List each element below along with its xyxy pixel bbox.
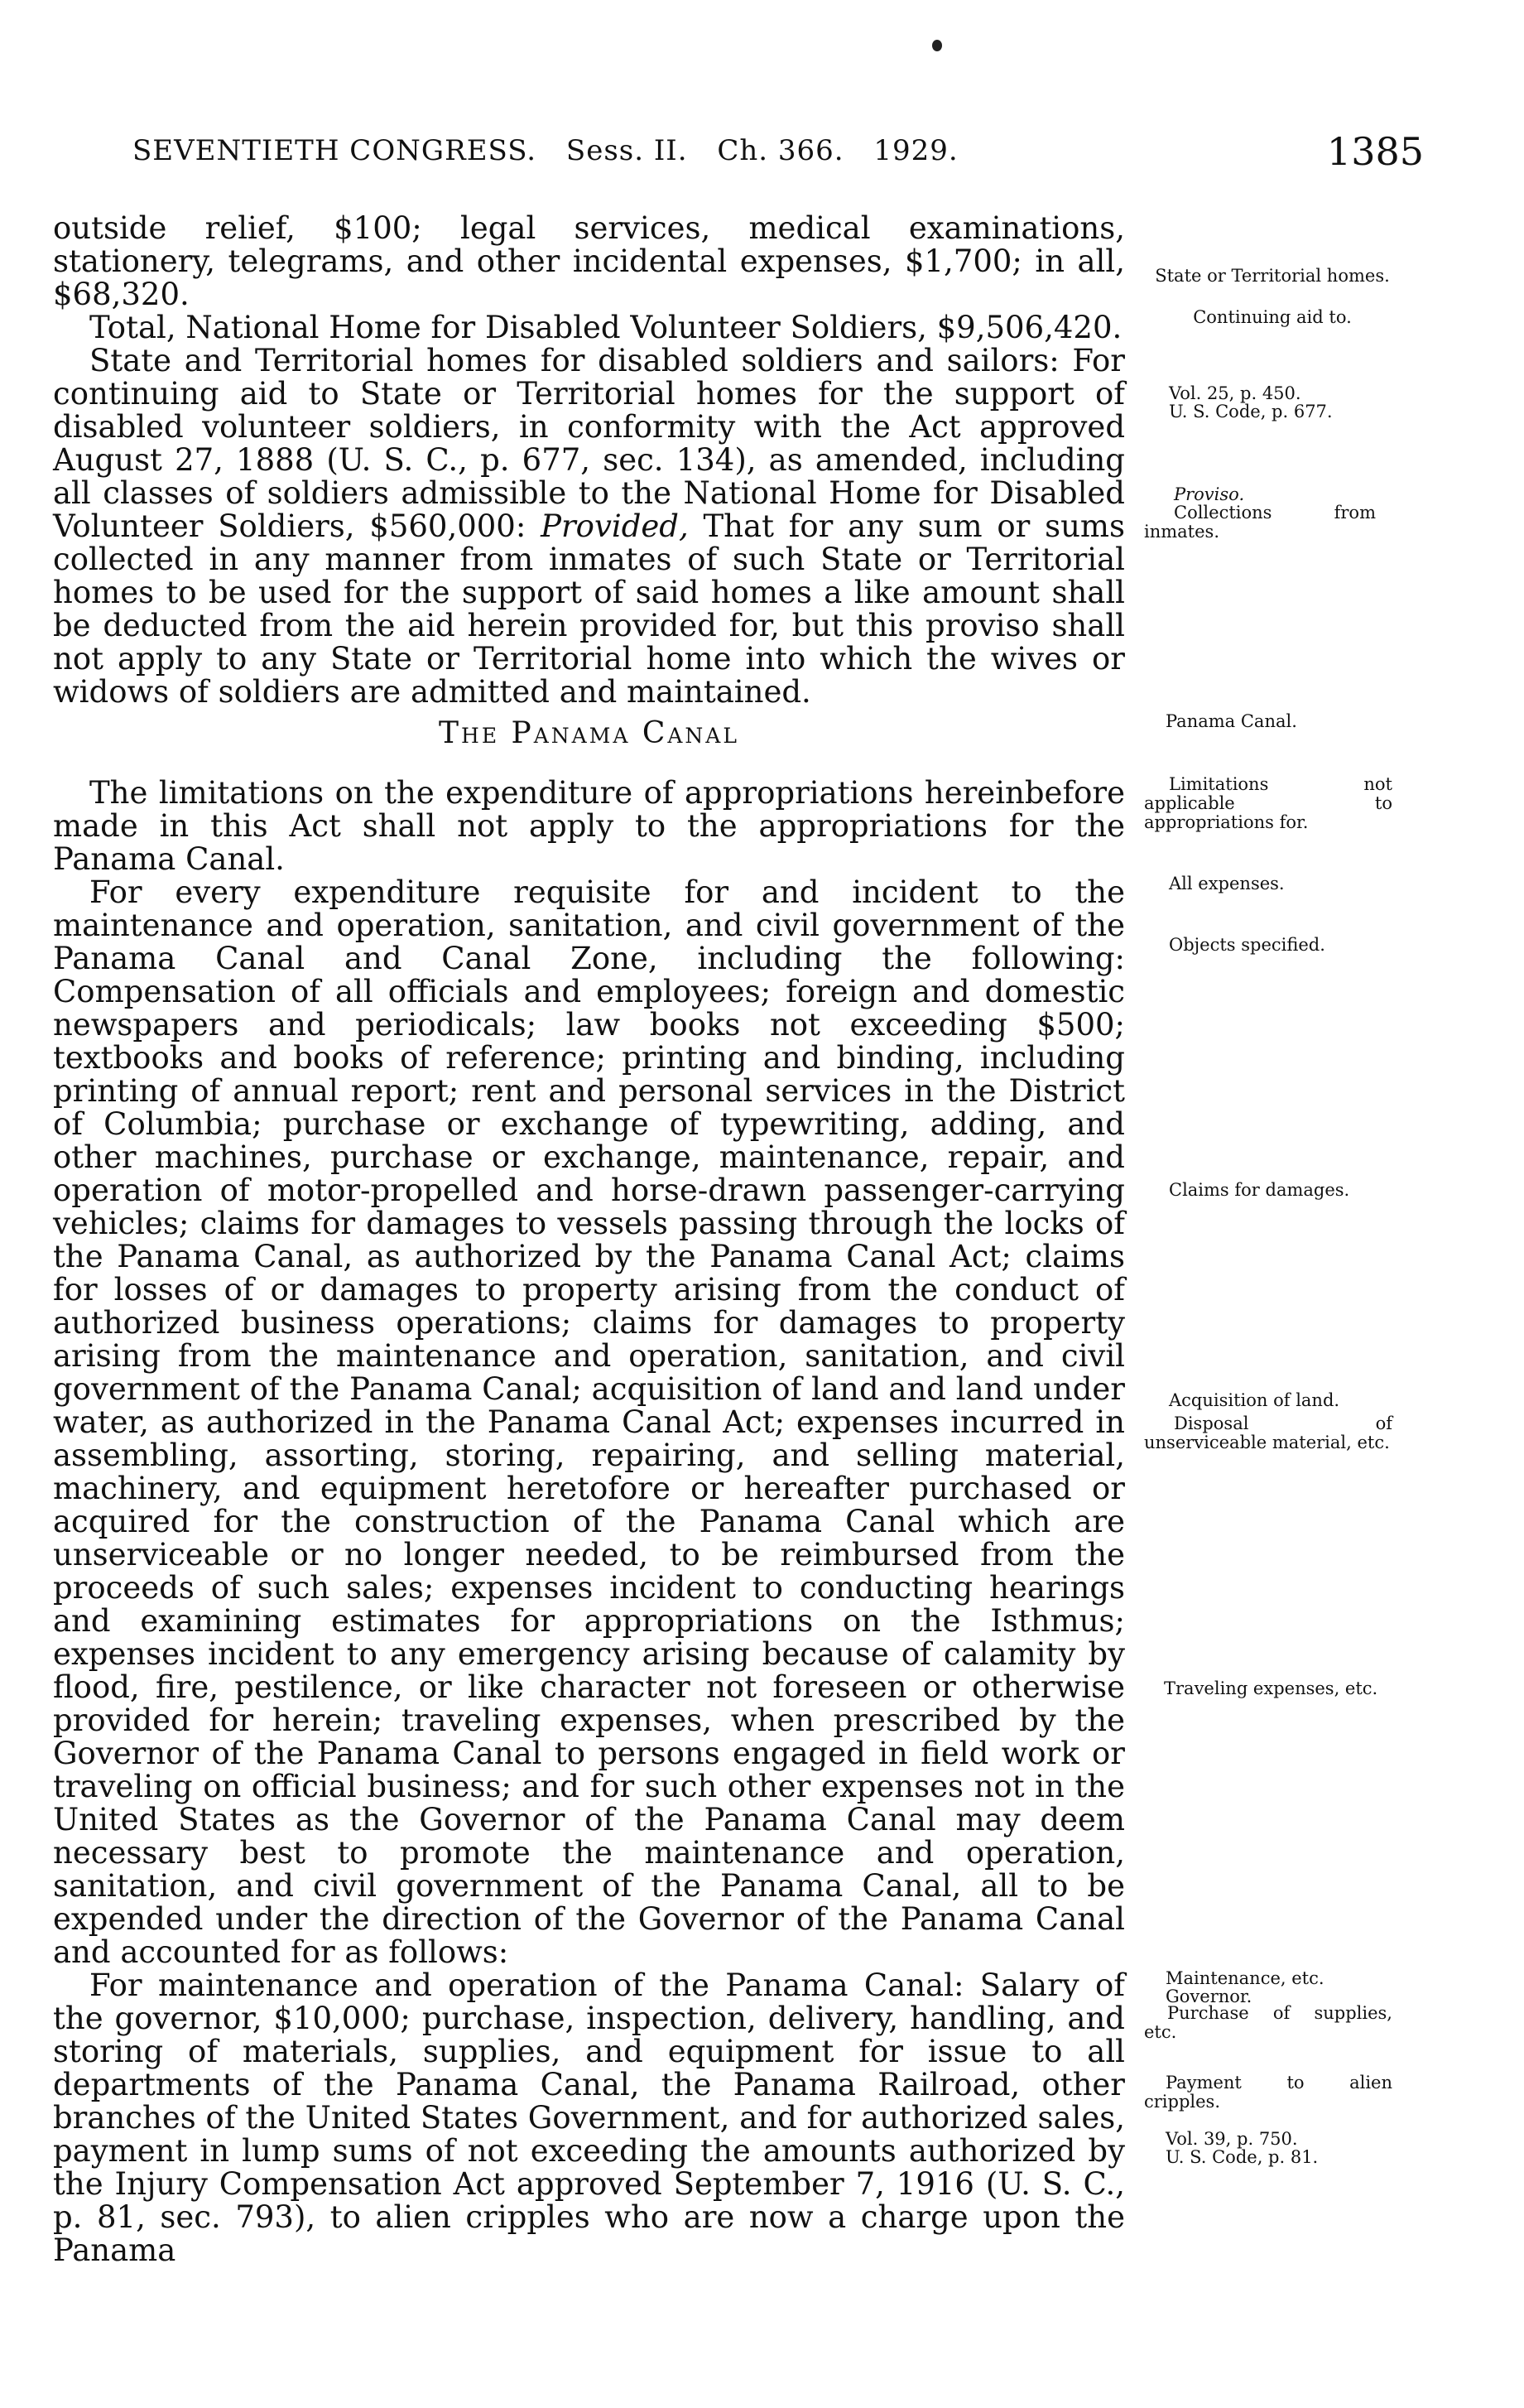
margin-usc81: U. S. Code, p. 81. xyxy=(1166,2147,1319,2167)
paragraph-total: Total, National Home for Disabled Volunteer Soldiers, $9,506,420. xyxy=(89,310,1123,345)
section-heading-block xyxy=(53,717,1125,750)
margin-purchase-supplies: Purchase of supplies, etc. xyxy=(1144,2003,1392,2042)
margin-disposal: Disposal of unserviceable material, etc. xyxy=(1144,1413,1392,1452)
text-block-1 xyxy=(53,212,1125,709)
text-block-2 xyxy=(53,777,1125,2267)
margin-vol39: Vol. 39, p. 750. xyxy=(1166,2129,1298,2149)
margin-payment-alien: Payment to alien cripples. xyxy=(1144,2073,1392,2112)
margin-maintenance: Maintenance, etc. xyxy=(1166,1968,1324,1988)
margin-traveling: Traveling expenses, etc. xyxy=(1164,1678,1378,1698)
margin-limitations: Limitations not applicable to appropriations for. xyxy=(1144,774,1392,832)
congress-title: SEVENTIETH CONGRESS. xyxy=(132,134,537,167)
page-number: 1385 xyxy=(1326,129,1424,174)
margin-proviso: Proviso. xyxy=(1174,484,1245,504)
margin-governor: Governor. xyxy=(1166,1987,1252,2006)
ink-speck xyxy=(932,40,942,51)
margin-proviso-line xyxy=(1174,485,1430,504)
year-label: 1929. xyxy=(873,134,959,167)
margin-objects: Objects specified. xyxy=(1169,935,1325,955)
proviso-text: That for any sum or sums collected in any manner from inmates of such State or Territorial homes to be used for the support of said homes a like amount shall be deducted from the aid herein provided for, but this proviso shall not apply to any State or Territorial home into which the wives or widows of soldiers are admitted and maintained. xyxy=(53,508,1125,710)
paragraph-state-homes xyxy=(53,344,1125,709)
session-label: Sess. II. xyxy=(565,134,688,167)
margin-acquisition: Acquisition of land. xyxy=(1169,1390,1340,1410)
paragraph-every-expenditure: For every expenditure requisite for and incident to the maintenance and operation, sanitation, and civil government of the Panama Canal and Canal Zone, including the following: Compensation of all officials and employees; foreign and domestic newspapers and periodicals; law books not exceeding $500; textbooks and books of reference; printing and binding, including printing of annual report; rent and personal services in the District of Columbia; purchase or exchange of typewriting, adding, and other machines, purchase or exchange, maintenance, repair, and operation of motor-propelled and horse-drawn passenger-carrying vehicles; claims for damages to vessels passing through the locks of the Panama Canal, as authorized by the Panama Canal Act; claims for losses of or damages to property arising from the conduct of authorized business operations; claims for damages to property arising from the maintenance and operation, sanitation, and civil government of the Panama Canal; acquisition of land and land under water, as authorized in the Panama Canal Act; expenses incurred in assembling, assorting, storing, repairing, and selling material, machinery, and equipment heretofore or hereafter purchased or acquired for the construction of the Panama Canal which are unserviceable or no longer needed, to be reimbursed from the proceeds of such sales; expenses incident to conducting hearings and examining estimates for appropriations on the Isthmus; expenses incident to any emergency arising because of calamity by flood, fire, pestilence, or like character not foreseen or otherwise provided for herein; traveling expenses, when prescribed by the Governor of the Panama Canal to persons engaged in field work or traveling on official business; and for such other expenses not in the United States as the Governor of the Panama Canal may deem necessary best to promote the maintenance and operation, sanitation, and civil government of the Panama Canal, all to be expended under the direction of the Governor of the Panama Canal and accounted for as follows: xyxy=(53,874,1125,1970)
margin-collections: Collections from inmates. xyxy=(1144,503,1376,542)
running-header xyxy=(132,129,1424,184)
margin-vol25: Vol. 25, p. 450. xyxy=(1169,383,1301,403)
proviso-word: Provided, xyxy=(541,508,689,544)
margin-usc677: U. S. Code, p. 677. xyxy=(1169,402,1333,421)
state-homes-text: State and Territorial homes for disabled soldiers and sailors: For continuing aid to State or Territorial homes for the support of disabled volunteer soldiers, in conformity with the Act approved August 27, 1888 (U. S. C., p. 677, sec. 134), as amended, including all classes of soldiers admissible to the National Home for Disabled Volunteer Soldiers, $560,000: xyxy=(53,343,1125,544)
running-head xyxy=(132,134,978,167)
margin-panama-canal: Panama Canal. xyxy=(1166,711,1297,731)
section-title: The Panama Canal xyxy=(439,716,739,750)
paragraph-limitations: The limitations on the expenditure of appropriations hereinbefore made in this Act shall not apply to the appropriations for the Panama Canal. xyxy=(53,775,1125,877)
margin-all-expenses: All expenses. xyxy=(1169,874,1285,893)
paragraph-maintenance: For maintenance and operation of the Panama Canal: Salary of the governor, $10,000; purchase, inspection, delivery, handling, and storing of materials, supplies, and equipment for issue to all departments of the Panama Canal, the Panama Railroad, other branches of the United States Government, and for authorized sales, payment in lump sums of not exceeding the amounts authorized by the Injury Compensation Act approved September 7, 1916 (U. S. C., p. 81, sec. 793), to alien cripples who are now a charge upon the Panama xyxy=(53,1967,1125,2268)
paragraph-outside-relief: outside relief, $100; legal services, medical examinations, stationery, telegrams, and other incidental expenses, $1,700; in all, $68,320. xyxy=(53,210,1125,312)
margin-claims: Claims for damages. xyxy=(1169,1180,1350,1200)
margin-state-homes: State or Territorial homes. xyxy=(1155,266,1390,286)
margin-continuing-aid: Continuing aid to. xyxy=(1193,307,1352,327)
chapter-label: Ch. 366. xyxy=(717,134,844,167)
